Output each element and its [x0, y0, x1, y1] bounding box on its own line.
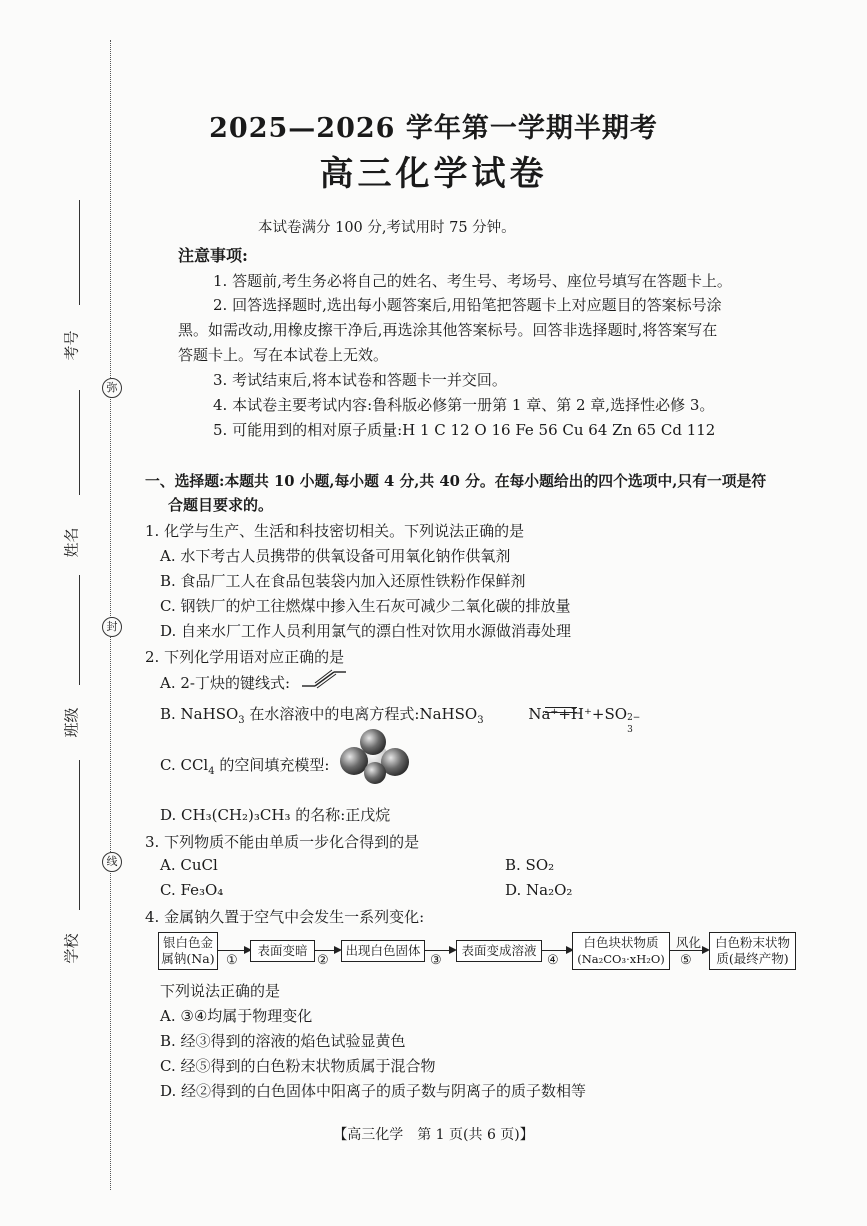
page-footer: 【高三化学 第 1 页(共 6 页)】	[333, 1127, 534, 1143]
q4-option-b: B. 经③得到的溶液的焰色试验显黄色	[160, 1032, 406, 1050]
q2-stem: 2. 下列化学用语对应正确的是	[145, 648, 345, 666]
flow-box-lump	[572, 932, 670, 970]
q2-option-a: A. 2-丁炔的键线式:	[160, 674, 291, 692]
binding-dotted-line	[110, 40, 111, 1190]
school-rule	[79, 760, 80, 910]
ccl4-space-filling-model	[338, 728, 413, 786]
q3-option-b: B. SO₂	[505, 856, 555, 874]
flow-step-3: ③	[430, 953, 442, 968]
q2-b-products: Na⁺+H⁺+SO	[528, 705, 628, 723]
equals-line-top	[545, 707, 577, 708]
q4-option-d: D. 经②得到的白色固体中阳离子的质子数与阴离子的质子数相等	[160, 1082, 587, 1100]
q3-option-a: A. CuCl	[160, 856, 218, 874]
exam-no-rule	[79, 200, 80, 305]
flow-box-lump-l2: (Na₂CO₃·xH₂O)	[577, 952, 665, 966]
flow-box-powder	[709, 932, 796, 970]
seal-feng: 封	[102, 617, 122, 637]
notice-item-5: 5. 可能用到的相对原子质量:H 1 C 12 O 16 Fe 56 Cu 64 Zn 65 Cd 112	[213, 421, 716, 439]
exam-title: 2025—2026 学年第一学期半期考	[209, 113, 658, 144]
flow-arrow-2	[314, 950, 340, 951]
name-rule	[79, 390, 80, 495]
notice-item-2-end: 答题卡上。写在本试卷上无效。	[178, 346, 389, 364]
notice-heading: 注意事项:	[178, 246, 248, 265]
q2-option-c	[160, 754, 329, 777]
q4-option-a: A. ③④均属于物理变化	[160, 1007, 313, 1025]
equals-line-bottom	[545, 712, 577, 713]
sulfite-subscript: 3	[627, 725, 633, 735]
name-label: 姓名	[62, 527, 81, 558]
q2-c-tail: 的空间填充模型:	[214, 756, 330, 774]
q2-b-mid: 在水溶液中的电离方程式:NaHSO	[244, 705, 478, 723]
exam-no-label: 考号	[62, 330, 81, 361]
q1-option-d: D. 自来水厂工作人员利用氯气的漂白性对饮用水源做消毒处理	[160, 622, 572, 640]
flow-step-2: ②	[317, 953, 329, 968]
flow-box-lump-l1: 白色块状物质	[583, 935, 659, 950]
q3-stem: 3. 下列物质不能由单质一步化合得到的是	[145, 833, 420, 851]
seal-mi: 弥	[102, 378, 122, 398]
flow-box-powder-l1: 白色粉末状物	[714, 935, 790, 950]
flow-box-dull: 表面变暗	[250, 940, 315, 962]
flow-step-5: ⑤	[680, 953, 692, 968]
q4-prompt: 下列说法正确的是	[160, 982, 281, 1000]
section-heading: 一、选择题:本题共 10 小题,每小题 4 分,共 40 分。在每小题给出的四个选项中,只有一项是符	[145, 473, 767, 490]
notice-item-2-cont: 黑。如需改动,用橡皮擦干净后,再选涂其他答案标号。回答非选择题时,将答案写在	[178, 321, 718, 339]
exam-subject-title: 高三化学试卷	[319, 154, 548, 194]
section-heading-cont: 合题目要求的。	[168, 496, 274, 514]
flow-arrow-4	[541, 950, 572, 951]
q2-option-d: D. CH₃(CH₂)₃CH₃ 的名称:正戊烷	[160, 806, 391, 824]
class-rule	[79, 575, 80, 685]
flow-box-sodium	[158, 932, 218, 970]
class-label: 班级	[62, 707, 81, 738]
q1-option-c: C. 钢铁厂的炉工往燃煤中掺入生石灰可减少二氧化碳的排放量	[160, 597, 571, 615]
flow-box-solution: 表面变成溶液	[456, 940, 542, 962]
flow-box-sodium-l2: 属钠(Na)	[161, 951, 215, 966]
flow-arrow-5	[669, 950, 708, 951]
notice-item-4: 4. 本试卷主要考试内容:鲁科版必修第一册第 1 章、第 2 章,选择性必修 3。	[213, 396, 715, 414]
exam-info: 本试卷满分 100 分,考试用时 75 分钟。	[258, 220, 516, 236]
sulfite-charge: 2−	[627, 713, 641, 723]
notice-item-2: 2. 回答选择题时,选出每小题答案后,用铅笔把答题卡上对应题目的答案标号涂	[213, 296, 722, 314]
q1-option-b: B. 食品厂工人在食品包装袋内加入还原性铁粉作保鲜剂	[160, 572, 526, 590]
q1-option-a: A. 水下考古人员携带的供氧设备可用氧化钠作供氧剂	[160, 547, 511, 565]
q2-option-b: B. NaHSO$_3$ 在水溶液中的电离方程式:NaHSO$_3$ Na⁺+H⁺+SO 2− 3	[160, 705, 641, 735]
q4-option-c: C. 经⑤得到的白色粉末状物质属于混合物	[160, 1057, 436, 1075]
notice-item-1: 1. 答题前,考生务必将自己的姓名、考生号、考场号、座位号填写在答题卡上。	[213, 272, 732, 290]
q2-b-prefix: B. NaHSO	[160, 705, 239, 723]
flow-arrow-1	[217, 950, 250, 951]
butyne-skeletal-formula	[300, 668, 350, 690]
school-label: 学校	[62, 933, 81, 964]
q4-stem: 4. 金属钠久置于空气中会发生一系列变化:	[145, 908, 425, 926]
seal-xian: 线	[102, 852, 122, 872]
q3-option-c: C. Fe₃O₄	[160, 881, 224, 899]
q2-c-subscript: 4	[208, 766, 215, 777]
flow-step-1: ①	[226, 953, 238, 968]
notice-item-3: 3. 考试结束后,将本试卷和答题卡一并交回。	[213, 371, 507, 389]
q1-stem: 1. 化学与生产、生活和科技密切相关。下列说法正确的是	[145, 522, 525, 540]
flow-step-4: ④	[547, 953, 559, 968]
flow-box-white-solid: 出现白色固体	[341, 940, 425, 962]
q3-option-d: D. Na₂O₂	[505, 881, 573, 899]
flow-arrow-3	[424, 950, 455, 951]
flow-box-sodium-l1: 银白色金	[162, 935, 213, 950]
flow-box-powder-l2: 质(最终产物)	[716, 951, 789, 966]
q2-c-prefix: C. CCl	[160, 756, 209, 774]
flow-weathering-label: 风化	[676, 935, 702, 950]
